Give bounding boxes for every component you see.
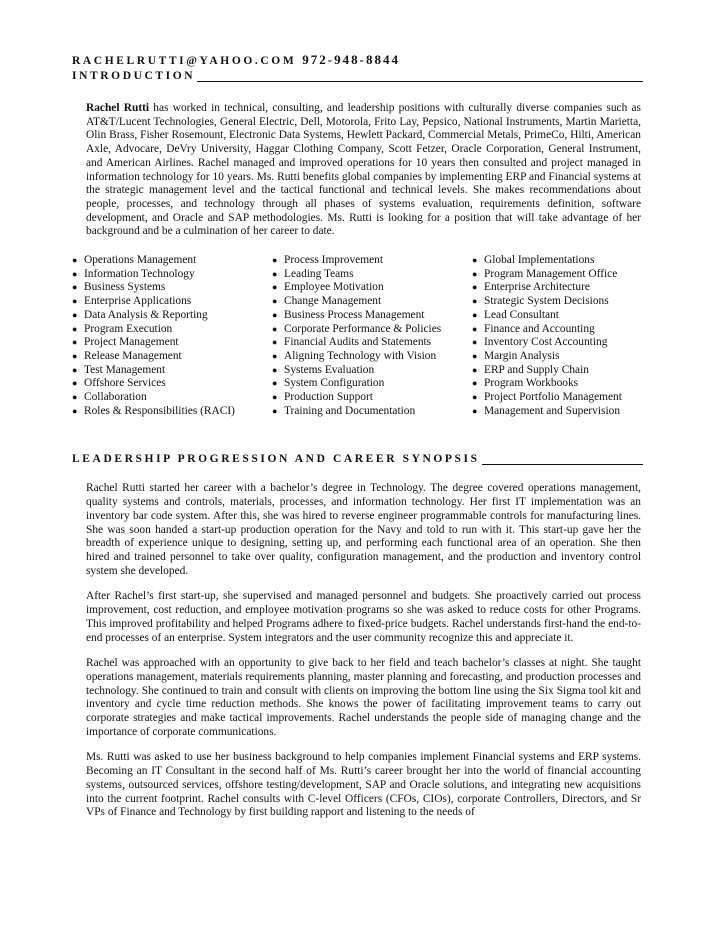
introduction-heading-label: INTRODUCTION: [72, 70, 196, 82]
skill-label: Information Technology: [84, 267, 195, 280]
skill-item: [472, 405, 642, 419]
skill-label: Inventory Cost Accounting: [484, 336, 608, 349]
email-address[interactable]: RACHELRUTTI@YAHOO.COM: [72, 55, 297, 67]
career-paragraph: Ms. Rutti was asked to use her business background to help companies implement Financial systems and ERP systems. Becoming an IT Consultant in the second half of Ms. Rutti’s career brought her into the world of financial accounting systems, outsourced services, offshore testing/development, SAP and Oracle solutions, and integrating new acquisitions into the current footprint. Rachel consults with C-level Officers (CFOs, CIOs), corporate Controllers, Directors, and Sr VPs of Finance and Technology by first building rapport and listening to the needs of: [86, 751, 641, 819]
phone-number: 972-948-8844: [302, 52, 400, 67]
skill-label: Roles & Responsibilities (RACI): [84, 404, 235, 417]
skill-label: Management and Supervision: [484, 404, 621, 417]
leadership-heading: [72, 452, 643, 467]
bullet-icon: ●: [472, 282, 478, 293]
leadership-paragraphs: [72, 482, 643, 819]
bullet-icon: ●: [272, 405, 278, 416]
skill-item: [272, 391, 472, 405]
skill-item: [472, 254, 642, 268]
bullet-icon: ●: [472, 350, 478, 361]
skill-item: [472, 364, 642, 378]
introduction-heading: [72, 69, 643, 84]
skill-item: [472, 350, 642, 364]
bullet-icon: ●: [272, 350, 278, 361]
skill-item: [472, 268, 642, 282]
bullet-icon: ●: [472, 296, 478, 307]
bullet-icon: ●: [472, 364, 478, 375]
skill-label: Change Management: [284, 295, 382, 308]
bullet-icon: ●: [472, 268, 478, 279]
skill-item: [472, 323, 642, 337]
skill-label: Strategic System Decisions: [484, 295, 609, 308]
skill-item: [472, 295, 642, 309]
skill-item: [272, 281, 472, 295]
skill-item: [72, 405, 272, 419]
career-paragraph: Rachel Rutti started her career with a bachelor’s degree in Technology. The degree covered operations management, quality systems and controls, materials, processes, and information technology. Her first IT implementation was an inventory bar code system. After this, she was hired to reverse engineer programmable controls for manufacturing lines. She was soon handed a start-up production operation for the Navy and told to run with it. This start-up gave her the breadth of experience unique to designing, setting up, and performing each functional area of an operation. She then hired and trained personnel to take over quality, configuration management, and the production and inventory control system she developed.: [86, 482, 641, 577]
heading-underline: [482, 464, 643, 465]
skill-item: [72, 281, 272, 295]
bullet-icon: ●: [72, 296, 78, 307]
skill-label: Operations Management: [84, 254, 197, 267]
bullet-icon: ●: [72, 282, 78, 293]
skill-label: Project Management: [84, 336, 179, 349]
skill-item: [72, 254, 272, 268]
skill-label: Enterprise Applications: [84, 295, 192, 308]
bullet-icon: ●: [72, 378, 78, 389]
skill-item: [72, 295, 272, 309]
bullet-icon: ●: [272, 378, 278, 389]
skill-item: [472, 336, 642, 350]
skill-item: [272, 405, 472, 419]
bullet-icon: ●: [72, 255, 78, 266]
bullet-icon: ●: [72, 268, 78, 279]
skill-label: Collaboration: [84, 391, 147, 404]
skill-item: [272, 377, 472, 391]
skill-item: [72, 350, 272, 364]
skill-item: [72, 323, 272, 337]
career-paragraph: After Rachel’s first start-up, she supervised and managed personnel and budgets. She proactively carried out process improvement, cost reduction, and employee motivation programs so she was asked to reduce costs for other Programs. This improved profitability and helped Programs adhere to fixed-price budgets. Rachel understands first-hand the end-to-end processes of an enterprise. System integrators and the user community recognize this and appreciate it.: [86, 590, 641, 644]
skill-label: Leading Teams: [284, 267, 354, 280]
skill-label: Business Systems: [84, 281, 166, 294]
skill-item: [272, 309, 472, 323]
skills-column-3: [472, 254, 642, 418]
bullet-icon: ●: [272, 392, 278, 403]
bullet-icon: ●: [272, 255, 278, 266]
skill-item: [272, 350, 472, 364]
skill-label: Program Execution: [84, 322, 173, 335]
bullet-icon: ●: [72, 405, 78, 416]
bullet-icon: ●: [472, 255, 478, 266]
skill-item: [472, 377, 642, 391]
skill-item: [72, 309, 272, 323]
bullet-icon: ●: [272, 282, 278, 293]
skill-label: Release Management: [84, 349, 182, 362]
skill-label: Finance and Accounting: [484, 322, 595, 335]
skills-list: [72, 254, 643, 418]
skill-label: Program Workbooks: [484, 377, 579, 390]
bullet-icon: ●: [472, 309, 478, 320]
skill-item: [272, 323, 472, 337]
bullet-icon: ●: [472, 337, 478, 348]
bullet-icon: ●: [272, 296, 278, 307]
skill-item: [72, 268, 272, 282]
skill-label: System Configuration: [284, 377, 385, 390]
skill-item: [72, 391, 272, 405]
skill-label: Program Management Office: [484, 267, 618, 280]
skill-label: Training and Documentation: [284, 404, 416, 417]
skill-label: Systems Evaluation: [284, 363, 375, 376]
skill-item: [472, 309, 642, 323]
bullet-icon: ●: [472, 323, 478, 334]
skill-label: Business Process Management: [284, 308, 425, 321]
introduction-text: has worked in technical, consulting, and leadership positions with culturally diverse companies such as AT&T/Lucent Technologies, General Electric, Dell, Motorola, Frito Lay, Pepsico, National Instruments, Martin Marietta, Olin Brass, Fisher Rosemount, Electronic Data Systems, Hewlett Packard, Commercial Metals, PrimeCo, Hilti, American Axle, Advocare, DeVry University, Haggar Clothing Company, Scott Fetzer, Oracle Corporation, General Instrument, and American Airlines. Rachel managed and improved operations for 10 years then consulted and project managed in information technology for 10 years. Ms. Rutti benefits global companies by implementing ERP and Financial systems at the strategic management level and the tactical functional and technical levels. She makes recommendations about people, processes, and technology through all phases of systems evaluation, requirements definition, software development, and Oracle and SAP methodologies. Ms. Rutti is looking for a position that will take advantage of her background and be a culmination of her career to date.: [86, 102, 641, 238]
skill-item: [272, 295, 472, 309]
skill-label: Margin Analysis: [484, 349, 560, 362]
skill-item: [72, 336, 272, 350]
skill-item: [72, 364, 272, 378]
skill-label: Data Analysis & Reporting: [84, 308, 208, 321]
bullet-icon: ●: [72, 350, 78, 361]
skill-label: Global Implementations: [484, 254, 595, 267]
bullet-icon: ●: [72, 364, 78, 375]
skill-item: [272, 364, 472, 378]
skill-item: [272, 254, 472, 268]
skill-item: [272, 336, 472, 350]
resume-page: [72, 52, 643, 820]
skill-label: Offshore Services: [84, 377, 166, 390]
bullet-icon: ●: [272, 323, 278, 334]
skills-column-2: [272, 254, 472, 418]
bullet-icon: ●: [472, 378, 478, 389]
contact-line: [72, 52, 643, 69]
skill-label: Aligning Technology with Vision: [284, 349, 437, 362]
skill-item: [472, 391, 642, 405]
skill-label: Test Management: [84, 363, 166, 376]
bullet-icon: ●: [272, 364, 278, 375]
skill-label: ERP and Supply Chain: [484, 363, 589, 376]
skill-label: Enterprise Architecture: [484, 281, 590, 294]
career-paragraph: Rachel was approached with an opportunity to give back to her field and teach bachelor’s classes at night. She taught operations management, materials requirements planning, master planning and forecasting, and production processes and technology. She continued to train and consult with clients on improving the bottom line using the Six Sigma tool kit and inventory and cycle time reduction methods. She knows the power of facilitating improvement teams to carry out corporate strategies and make tactical improvements. Rachel understands the people side of managing change and the importance of corporate communications.: [86, 657, 641, 738]
bullet-icon: ●: [72, 323, 78, 334]
bullet-icon: ●: [472, 405, 478, 416]
bullet-icon: ●: [472, 392, 478, 403]
skill-label: Project Portfolio Management: [484, 391, 622, 404]
introduction-paragraph: [86, 102, 641, 239]
leadership-heading-label: LEADERSHIP PROGRESSION AND CAREER SYNOPSIS: [72, 453, 480, 466]
skill-label: Process Improvement: [284, 254, 384, 267]
skill-item: [72, 377, 272, 391]
skill-label: Lead Consultant: [484, 308, 559, 321]
skill-item: [272, 268, 472, 282]
bullet-icon: ●: [272, 268, 278, 279]
skill-label: Production Support: [284, 391, 373, 404]
skill-label: Corporate Performance & Policies: [284, 322, 442, 335]
skill-label: Employee Motivation: [284, 281, 384, 294]
candidate-name: Rachel Rutti: [86, 102, 150, 114]
bullet-icon: ●: [72, 392, 78, 403]
bullet-icon: ●: [272, 309, 278, 320]
skills-column-1: [72, 254, 272, 418]
skill-label: Financial Audits and Statements: [284, 336, 432, 349]
skill-item: [472, 281, 642, 295]
bullet-icon: ●: [72, 337, 78, 348]
heading-underline: [197, 81, 643, 82]
bullet-icon: ●: [272, 337, 278, 348]
bullet-icon: ●: [72, 309, 78, 320]
